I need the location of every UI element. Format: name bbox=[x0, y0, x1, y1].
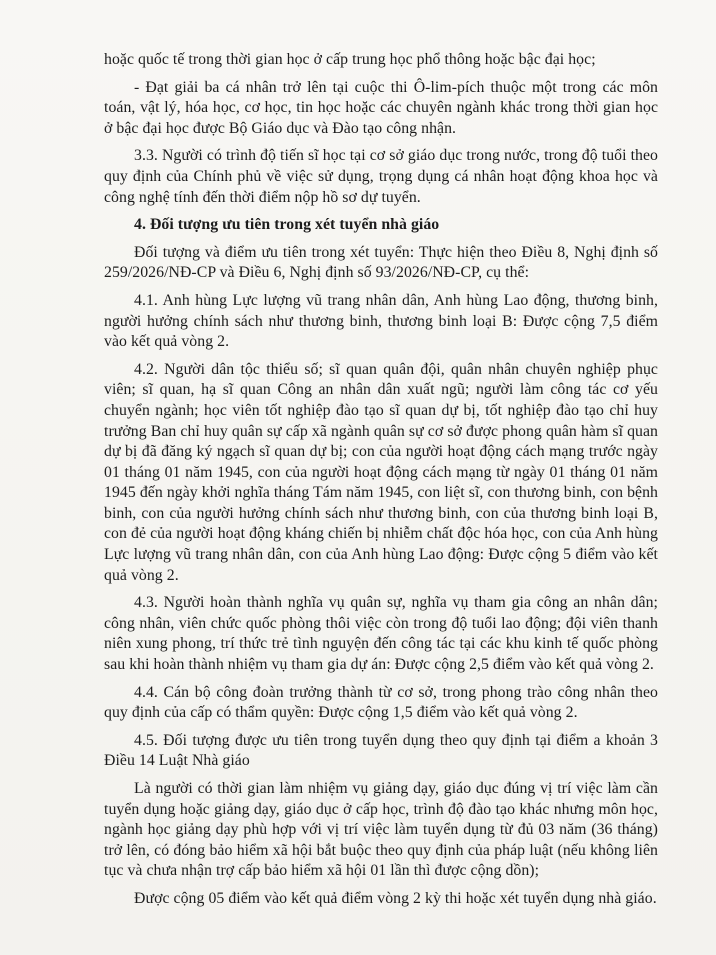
paragraph-4-3: 4.3. Người hoàn thành nghĩa vụ quân sự, nghĩa vụ tham gia công an nhân dân; công nhân, viên chức quốc phòng thôi việc còn trong độ tuổi lao động; đội viên thanh niên xung phong, trí thức trẻ tình nguyện đến công tác tại các khu kinh tế quốc phòng sau khi hoàn thành nhiệm vụ tham gia dự án: Được cộng 2,5 điểm vào kết quả vòng 2. bbox=[104, 594, 658, 674]
paragraph-bonus-points: Được cộng 05 điểm vào kết quả điểm vòng 2 kỳ thi hoặc xét tuyển dụng nhà giáo. bbox=[134, 889, 657, 907]
paragraph-4-1: 4.1. Anh hùng Lực lượng vũ trang nhân dân, Anh hùng Lao động, thương binh, người hưởng chính sách như thương binh, thương binh loại B: Được cộng 7,5 điểm vào kết quả vòng 2. bbox=[104, 291, 658, 351]
paragraph-4-5: 4.5. Đối tượng được ưu tiên trong tuyển dụng theo quy định tại điểm a khoản 3 Điều 14 Luật Nhà giáo bbox=[104, 731, 658, 770]
section-heading-4: 4. Đối tượng ưu tiên trong xét tuyển nhà giáo bbox=[134, 216, 440, 234]
paragraph-continuation: hoặc quốc tế trong thời gian học ở cấp trung học phổ thông hoặc bậc đại học; bbox=[104, 51, 596, 68]
paragraph-priority-intro: Đối tượng và điểm ưu tiên trong xét tuyển: Thực hiện theo Điều 8, Nghị định số 259/2026/NĐ-CP và Điều 6, Nghị định số 93/2026/NĐ-CP, cụ thể: bbox=[104, 243, 658, 282]
paragraph-teaching-experience: Là người có thời gian làm nhiệm vụ giảng dạy, giáo dục đúng vị trí việc làm cần tuyển dụng hoặc giảng dạy, giáo dục ở cấp học, trình độ đào tạo khác nhưng môn học, ngành học giảng dạy phù hợp với vị trí việc làm tuyển dụng từ đủ 03 năm (36 tháng) trở lên, có đóng bảo hiểm xã hội bắt buộc theo quy định của pháp luật (nếu không liên tục và chưa nhận trợ cấp bảo hiểm xã hội 01 lần thì được cộng dồn); bbox=[104, 780, 658, 880]
paragraph-olympic-prize: - Đạt giải ba cá nhân trở lên tại cuộc thi Ô-lim-pích thuộc một trong các môn toán, vật lý, hóa học, cơ học, tin học hoặc các chuyên ngành khác trong thời gian học ở bậc đại học được Bộ Giáo dục và Đào tạo công nhận. bbox=[104, 78, 658, 137]
paragraph-3-3: 3.3. Người có trình độ tiến sĩ học tại cơ sở giáo dục trong nước, trong độ tuổi theo quy định của Chính phủ về việc sử dụng, trọng dụng cá nhân hoạt động khoa học và công nghệ tính đến thời điểm nộp hồ sơ dự tuyển. bbox=[104, 147, 658, 206]
paragraph-4-4: 4.4. Cán bộ công đoàn trưởng thành từ cơ sở, trong phong trào công nhân theo quy định của cấp có thẩm quyền: Được cộng 1,5 điểm vào kết quả vòng 2. bbox=[104, 683, 658, 722]
paragraph-4-2: 4.2. Người dân tộc thiểu số; sĩ quan quân đội, quân nhân chuyên nghiệp phục viên; sĩ quan, hạ sĩ quan Công an nhân dân xuất ngũ; người làm công tác cơ yếu chuyển ngành; học viên tốt nghiệp đào tạo sĩ quan dự bị, tốt nghiệp đào tạo chỉ huy trưởng Ban chỉ huy quân sự cấp xã ngành quân sự cơ sở được phong quân hàm sĩ quan dự bị đã đăng ký ngạch sĩ quan dự bị; con của người hoạt động cách mạng trước ngày 01 tháng 01 năm 1945, con của người hoạt động cách mạng từ ngày 01 tháng 01 năm 1945 đến ngày khởi nghĩa tháng Tám năm 1945, con liệt sĩ, con thương binh, con bệnh binh, con của người hưởng chính sách như thương binh, con của thương binh loại B, con đẻ của người hoạt động kháng chiến bị nhiễm chất độc hóa học, con của Anh hùng Lực lượng vũ trang nhân dân, con của Anh hùng Lao động: Được cộng 5 điểm vào kết quả vòng 2. bbox=[104, 360, 658, 584]
